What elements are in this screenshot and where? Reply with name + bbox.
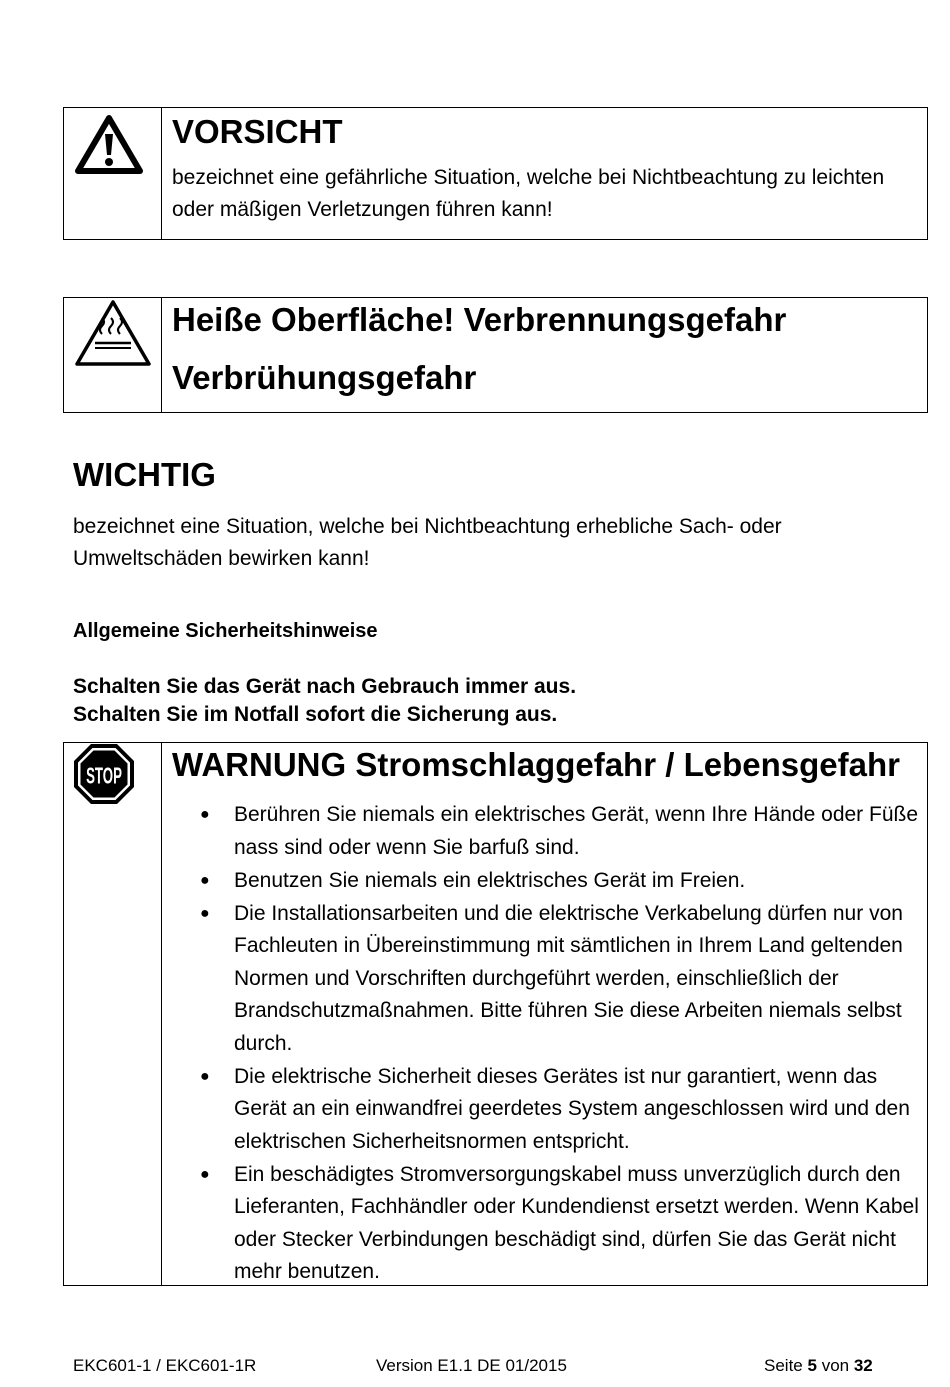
- vorsicht-icon-cell: [64, 108, 162, 239]
- bullet-icon: ●: [200, 904, 210, 922]
- warnung-title: WARNUNG Stromschlaggefahr / Lebensgefahr: [172, 746, 900, 783]
- warnung-box: [63, 742, 928, 1286]
- footer-model: EKC601-1 / EKC601-1R: [73, 1356, 257, 1375]
- hot-surface-text-cell: [162, 298, 927, 412]
- bullet-icon: ●: [200, 1165, 210, 1183]
- footer-page-total: 32: [853, 1356, 873, 1375]
- vorsicht-title: VORSICHT: [172, 113, 343, 150]
- footer-page: Seite 5 von 32: [764, 1356, 873, 1375]
- footer-page-current: 5: [807, 1356, 817, 1375]
- bullet-icon: ●: [200, 806, 210, 823]
- hot-surface-icon-cell: [64, 298, 162, 412]
- hot-surface-title-line1: Heiße Oberfläche! Verbrennungsgefahr: [172, 301, 787, 338]
- hot-surface-icon: [73, 298, 153, 368]
- notice-line1: Schalten Sie das Gerät nach Gebrauch immer aus.: [73, 675, 577, 698]
- wichtig-title: WICHTIG: [73, 456, 216, 493]
- warnung-icon-cell: [64, 743, 162, 1285]
- hot-surface-box: [63, 297, 928, 413]
- wichtig-description: bezeichnet eine Situation, welche bei Nichtbeachtung erhebliche Sach- oder Umweltschäden bewirken kann!: [73, 515, 782, 570]
- vorsicht-description: bezeichnet eine gefährliche Situation, welche bei Nichtbeachtung zu leichten oder mäßigen Verletzungen führen kann!: [172, 166, 885, 221]
- notice-line2: Schalten Sie im Notfall sofort die Sicherung aus.: [73, 703, 558, 726]
- stop-sign-icon: [73, 743, 135, 805]
- list-item: ● Berühren Sie niemals ein elektrisches Gerät, wenn Ihre Hände oder Füße nass sind oder wenn Sie barfuß sind.: [234, 799, 919, 864]
- warning-triangle-icon: [74, 114, 144, 176]
- vorsicht-text-cell: [162, 108, 927, 239]
- list-item: ● Ein beschädigtes Stromversorgungskabel muss unverzüglich durch den Lieferanten, Fachhändler oder Kundendienst ersetzt werden. Wenn Kabel oder Stecker Verbindungen beschädigt sind, dürfen Sie das Gerät nicht mehr benutzen.: [234, 1159, 919, 1289]
- list-item: ● Die Installationsarbeiten und die elektrische Verkabelung dürfen nur von Fachleuten in Übereinstimmung mit sämtlichen in Ihrem Land geltenden Normen und Vorschriften durchgeführt werden, einschließlich der Brandschutzmaßnahmen. Bitte führen Sie diese Arbeiten niemals selbst durch.: [234, 898, 919, 1061]
- vorsicht-box: [63, 107, 928, 240]
- list-item: ● Benutzen Sie niemals ein elektrisches Gerät im Freien.: [234, 865, 919, 898]
- section-title: Allgemeine Sicherheitshinweise: [73, 620, 378, 642]
- stop-sign-text: STOP: [86, 762, 122, 789]
- bullet-icon: ●: [200, 1067, 210, 1085]
- footer-version: Version E1.1 DE 01/2015: [376, 1356, 567, 1375]
- notice: [73, 673, 576, 729]
- bullet-icon: ●: [200, 871, 210, 889]
- warnung-text-cell: [162, 743, 927, 1285]
- warnung-list: [172, 799, 919, 1289]
- hot-surface-title-line2: Verbrühungsgefahr: [172, 359, 477, 396]
- list-item: ● Die elektrische Sicherheit dieses Gerätes ist nur garantiert, wenn das Gerät an ein einwandfrei geerdetes System angeschlossen wird und den elektrischen Sicherheitsnormen entspricht.: [234, 1061, 919, 1159]
